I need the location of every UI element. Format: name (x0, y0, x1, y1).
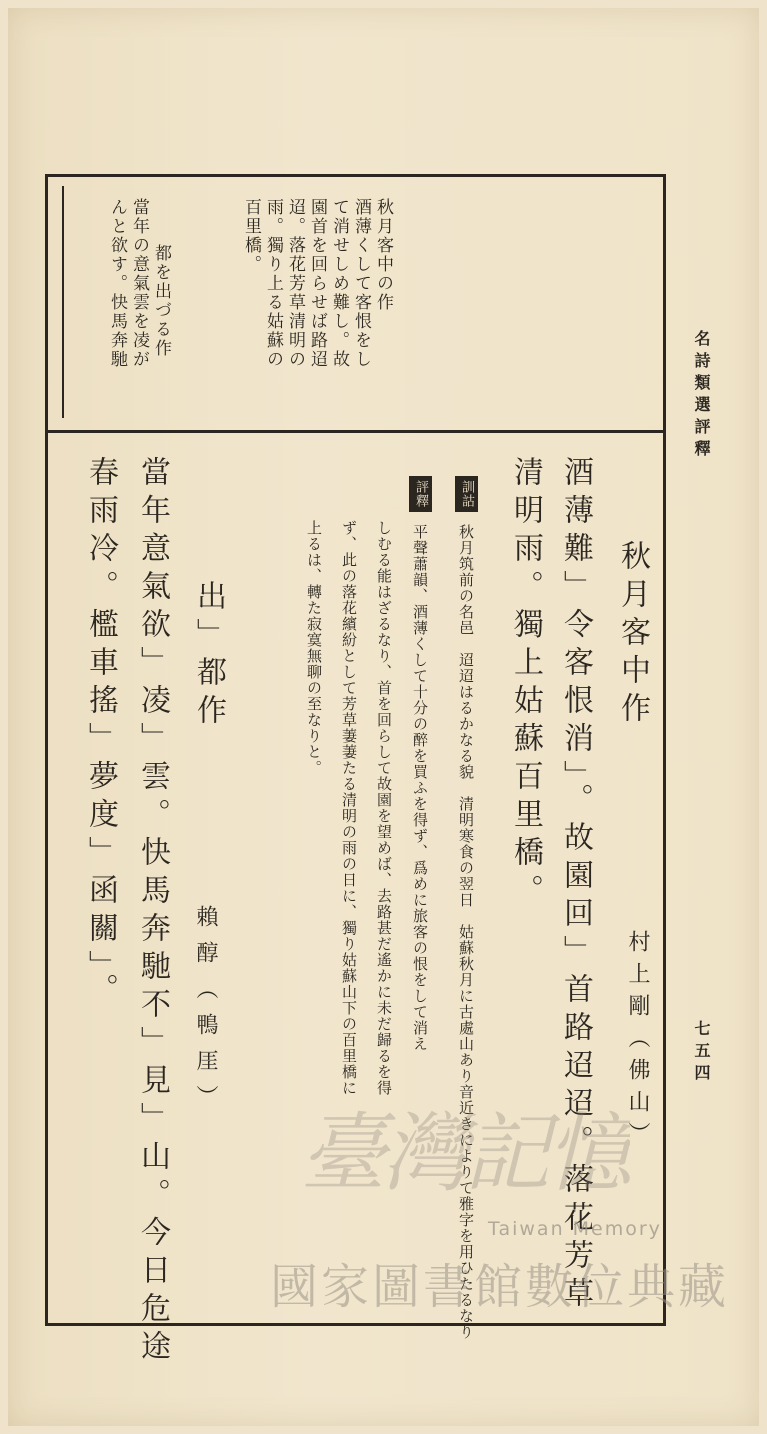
page-number: 七五四 (692, 1020, 711, 1086)
running-header-title: 名詩類選評釋 (692, 330, 711, 462)
top-line-10: んと欲す。快馬奔馳 (107, 198, 127, 369)
poem1-note-4: ず、此の落花繽紛として芳草萋萋たる清明の雨の日に、獨り姑蘇山下の百里橋に (340, 520, 358, 1096)
poem1-author: 村上剛（佛山） (625, 930, 650, 1154)
watermark-logo-text: 臺灣記憶 (300, 1104, 628, 1204)
top-line-6: 雨。獨り上る姑蘇の (263, 198, 283, 369)
poem1-note-2 (409, 476, 432, 1052)
note-badge: 訓詁 (455, 476, 478, 512)
poem2-title: 出」都作 (191, 580, 226, 732)
poem1-note-3: しむる能はざるなり、首を回らして故園を望めば、去路甚だ遙かに未だ歸るを得 (375, 520, 393, 1096)
note-text: 平聲蕭韻、酒薄くして十分の醉を買ふを得ず、爲めに旅客の恨をして消え (411, 523, 429, 1052)
watermark-english: Taiwan Memory (488, 1218, 662, 1240)
poem2-author: 賴醇（鴨厓） (193, 905, 218, 1121)
poem1-title: 秋月客中作 (615, 540, 650, 730)
poem1-line-1: 酒薄難」令客恨消」。故園回」首路迢迢。落花芳草 (558, 456, 593, 1315)
top-line-3: て消せしめ難し。故 (329, 198, 349, 369)
poem2-line-1: 當年意氣欲」凌」雲。快馬奔馳不」見」山。今日危途 (135, 456, 170, 1368)
top-line-5: 迢。落花芳草清明の (285, 198, 305, 369)
top-line-2: 酒薄くして客恨をし (351, 198, 371, 369)
poem1-note-1 (455, 476, 478, 1340)
top-line-8: 都を出づる作 (151, 244, 171, 358)
poem2-line-2: 春雨冷。檻車搖」夢度」函關」。 (83, 456, 118, 1011)
top-line-1: 秋月客中の作 (373, 198, 393, 312)
inner-left-rule (62, 186, 64, 418)
top-line-9: 當年の意氣雲を凌が (129, 198, 149, 369)
top-line-4: 園首を回らせば路迢 (307, 198, 327, 369)
top-line-7: 百里橋。 (241, 198, 261, 274)
watermark-chinese: 國家圖書館數位典藏 (270, 1259, 730, 1315)
note-text: 秋月筑前の名邑 迢迢はるかなる貌 清明寒食の翌日 姑蘇秋月に古處山あり音近きによりて雅字を用ひたるなり (457, 523, 475, 1340)
note-badge: 評釋 (409, 476, 432, 512)
poem1-line-2: 清明雨。獨上姑蘇百里橋。 (508, 456, 543, 912)
poem1-note-5: 上るは、轉た寂寞無聊の至なりと。 (305, 520, 323, 776)
taiwan-memory-watermark-logo (300, 1095, 630, 1205)
section-divider (45, 430, 666, 433)
